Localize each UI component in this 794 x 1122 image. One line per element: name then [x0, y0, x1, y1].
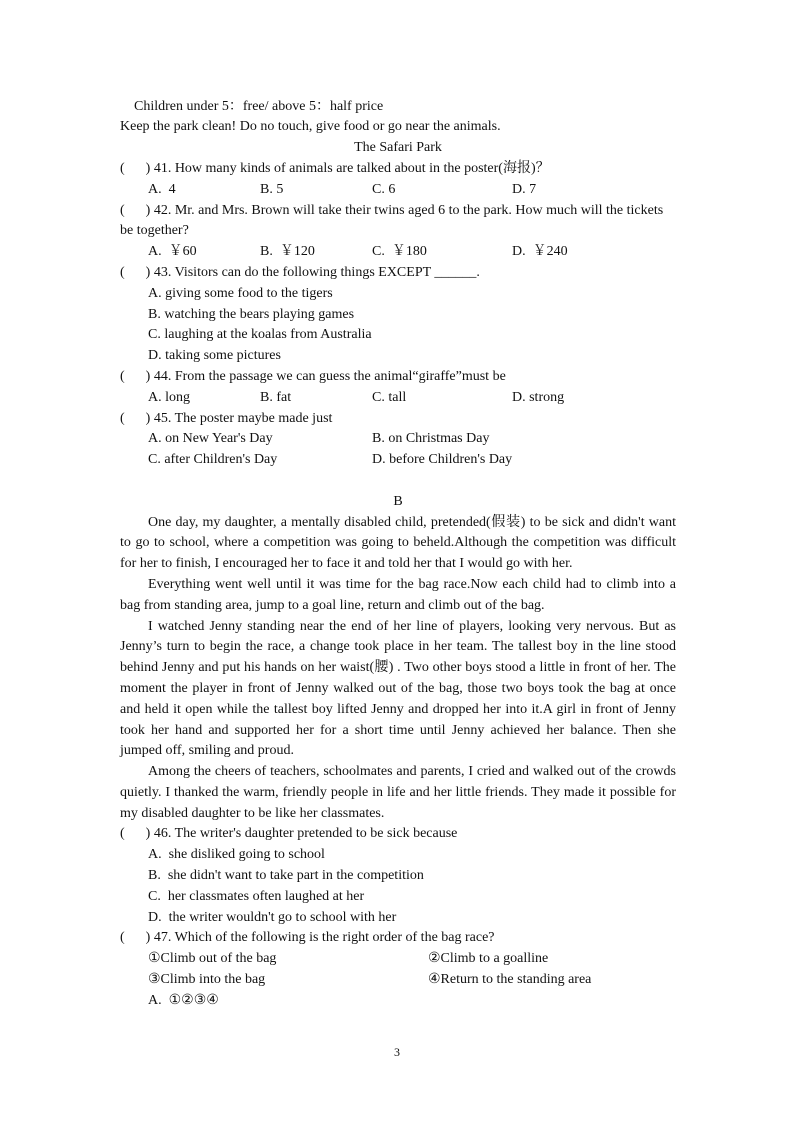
option-c: C. ￥180	[372, 244, 427, 260]
passage-paragraph-4	[120, 762, 676, 824]
option-a: A. long	[148, 389, 190, 405]
option-b: B. 5	[260, 181, 284, 197]
option-d: D. ￥240	[512, 244, 568, 260]
passage-line: moment the player in front of Jenny walked out of the bag, those two boys took the bag at once	[120, 680, 676, 696]
page-number: 3	[394, 1045, 400, 1059]
passage-line: behind Jenny and put his hands on her waist(腰) . Two other boys stood a little in front of her. The	[120, 660, 676, 676]
question-43-option-b: B. watching the bears playing games	[148, 306, 355, 322]
question-43-option-a: A. giving some food to the tigers	[148, 285, 333, 301]
question-41-options	[120, 180, 676, 201]
question-42-options	[120, 242, 676, 263]
poster-park-name: The Safari Park	[354, 140, 442, 156]
question-41-stem: ( ) 41. How many kinds of animals are talked about in the poster(海报)？	[120, 160, 550, 176]
passage-line: to go to school, where a competition was going to beheld.Although the competition was difficult	[120, 535, 676, 551]
passage-line: jumped off, smiling and proud.	[120, 743, 294, 759]
passage-line: Jenny’s turn to begin the race, a change took place in her team. The tallest boy in the line stood	[120, 639, 676, 655]
question-47-stem: ( ) 47. Which of the following is the right order of the bag race?	[120, 930, 495, 946]
question-42-stem-line-1: ( ) 42. Mr. and Mrs. Brown will take their twins aged 6 to the park. How much will the tickets	[120, 202, 664, 218]
passage-line: for her to finish, I encouraged her to face it and told her that I would go with her.	[120, 556, 573, 572]
question-45-stem: ( ) 45. The poster maybe made just	[120, 410, 333, 426]
question-46-stem: ( ) 46. The writer's daughter pretended to be sick because	[120, 826, 458, 842]
section-b-heading: B	[393, 493, 403, 509]
option-a: A. on New Year's Day	[148, 431, 273, 447]
step-3: ③Climb into the bag	[148, 972, 266, 988]
question-45-options-row-1	[120, 429, 676, 450]
question-47-steps-row-1	[120, 949, 676, 970]
option-d: D. strong	[512, 389, 565, 405]
blank-line	[120, 471, 676, 492]
step-1: ①Climb out of the bag	[148, 951, 277, 967]
question-44-stem: ( ) 44. From the passage we can guess the animal“giraffe”must be	[120, 368, 506, 384]
question-45-options-row-2	[120, 450, 676, 471]
option-d: D. 7	[512, 181, 537, 197]
passage-line: and held it open while the tallest boy lifted Jenny and dropped her into it.A girl in front of Jenny	[120, 701, 676, 717]
page-content	[120, 97, 676, 1012]
question-46-option-a: A. she disliked going to school	[148, 847, 325, 863]
option-b: B. on Christmas Day	[372, 431, 490, 447]
passage-paragraph-2	[120, 575, 676, 617]
question-43-option-c: C. laughing at the koalas from Australia	[148, 327, 372, 343]
passage-line: Among the cheers of teachers, schoolmates and parents, I cried and walked out of the crowds	[148, 764, 676, 780]
passage-line: quietly. I thanked the warm, friendly people in life and her little friends. They made it possible for	[120, 784, 676, 800]
passage-line: bag from standing area, jump to a goal line, return and climb out of the bag.	[120, 597, 545, 613]
passage-line: One day, my daughter, a mentally disabled child, pretended(假装) to be sick and didn't want	[148, 514, 676, 530]
question-46-option-d: D. the writer wouldn't go to school with her	[148, 909, 397, 925]
passage-line: my disabled daughter to be like her classmates.	[120, 805, 385, 821]
option-a: A. 4	[148, 181, 176, 197]
question-43-stem: ( ) 43. Visitors can do the following things EXCEPT ______.	[120, 264, 480, 280]
question-43-option-d: D. taking some pictures	[148, 348, 281, 364]
question-47-option-a: A. ①②③④	[148, 992, 219, 1008]
option-c: C. 6	[372, 181, 396, 197]
passage-line: I watched Jenny standing near the end of her line of players, looking very nervous. But as	[148, 618, 676, 634]
question-46-option-b: B. she didn't want to take part in the competition	[148, 868, 424, 884]
option-c: C. after Children's Day	[148, 452, 278, 468]
passage-paragraph-3	[120, 617, 676, 763]
option-b: B. fat	[260, 389, 292, 405]
question-47-steps-row-2	[120, 970, 676, 991]
option-d: D. before Children's Day	[372, 452, 513, 468]
question-42-stem-line-2: be together?	[120, 223, 189, 239]
poster-price-line: Children under 5：free/ above 5：half price	[134, 98, 384, 114]
option-c: C. tall	[372, 389, 407, 405]
passage-line: Everything went well until it was time for the bag race.Now each child had to climb into a	[148, 576, 676, 592]
option-a: A. ￥60	[148, 244, 197, 260]
option-b: B. ￥120	[260, 244, 315, 260]
question-44-options	[120, 388, 676, 409]
passage-paragraph-1	[120, 513, 676, 575]
passage-line: took her hand and supported her for a short time until Jenny achieved her balance. Then she	[120, 722, 676, 738]
step-2: ②Climb to a goalline	[428, 951, 549, 967]
step-4: ④Return to the standing area	[428, 972, 592, 988]
poster-rules-line: Keep the park clean! Do no touch, give food or go near the animals.	[120, 119, 501, 135]
question-46-option-c: C. her classmates often laughed at her	[148, 888, 365, 904]
